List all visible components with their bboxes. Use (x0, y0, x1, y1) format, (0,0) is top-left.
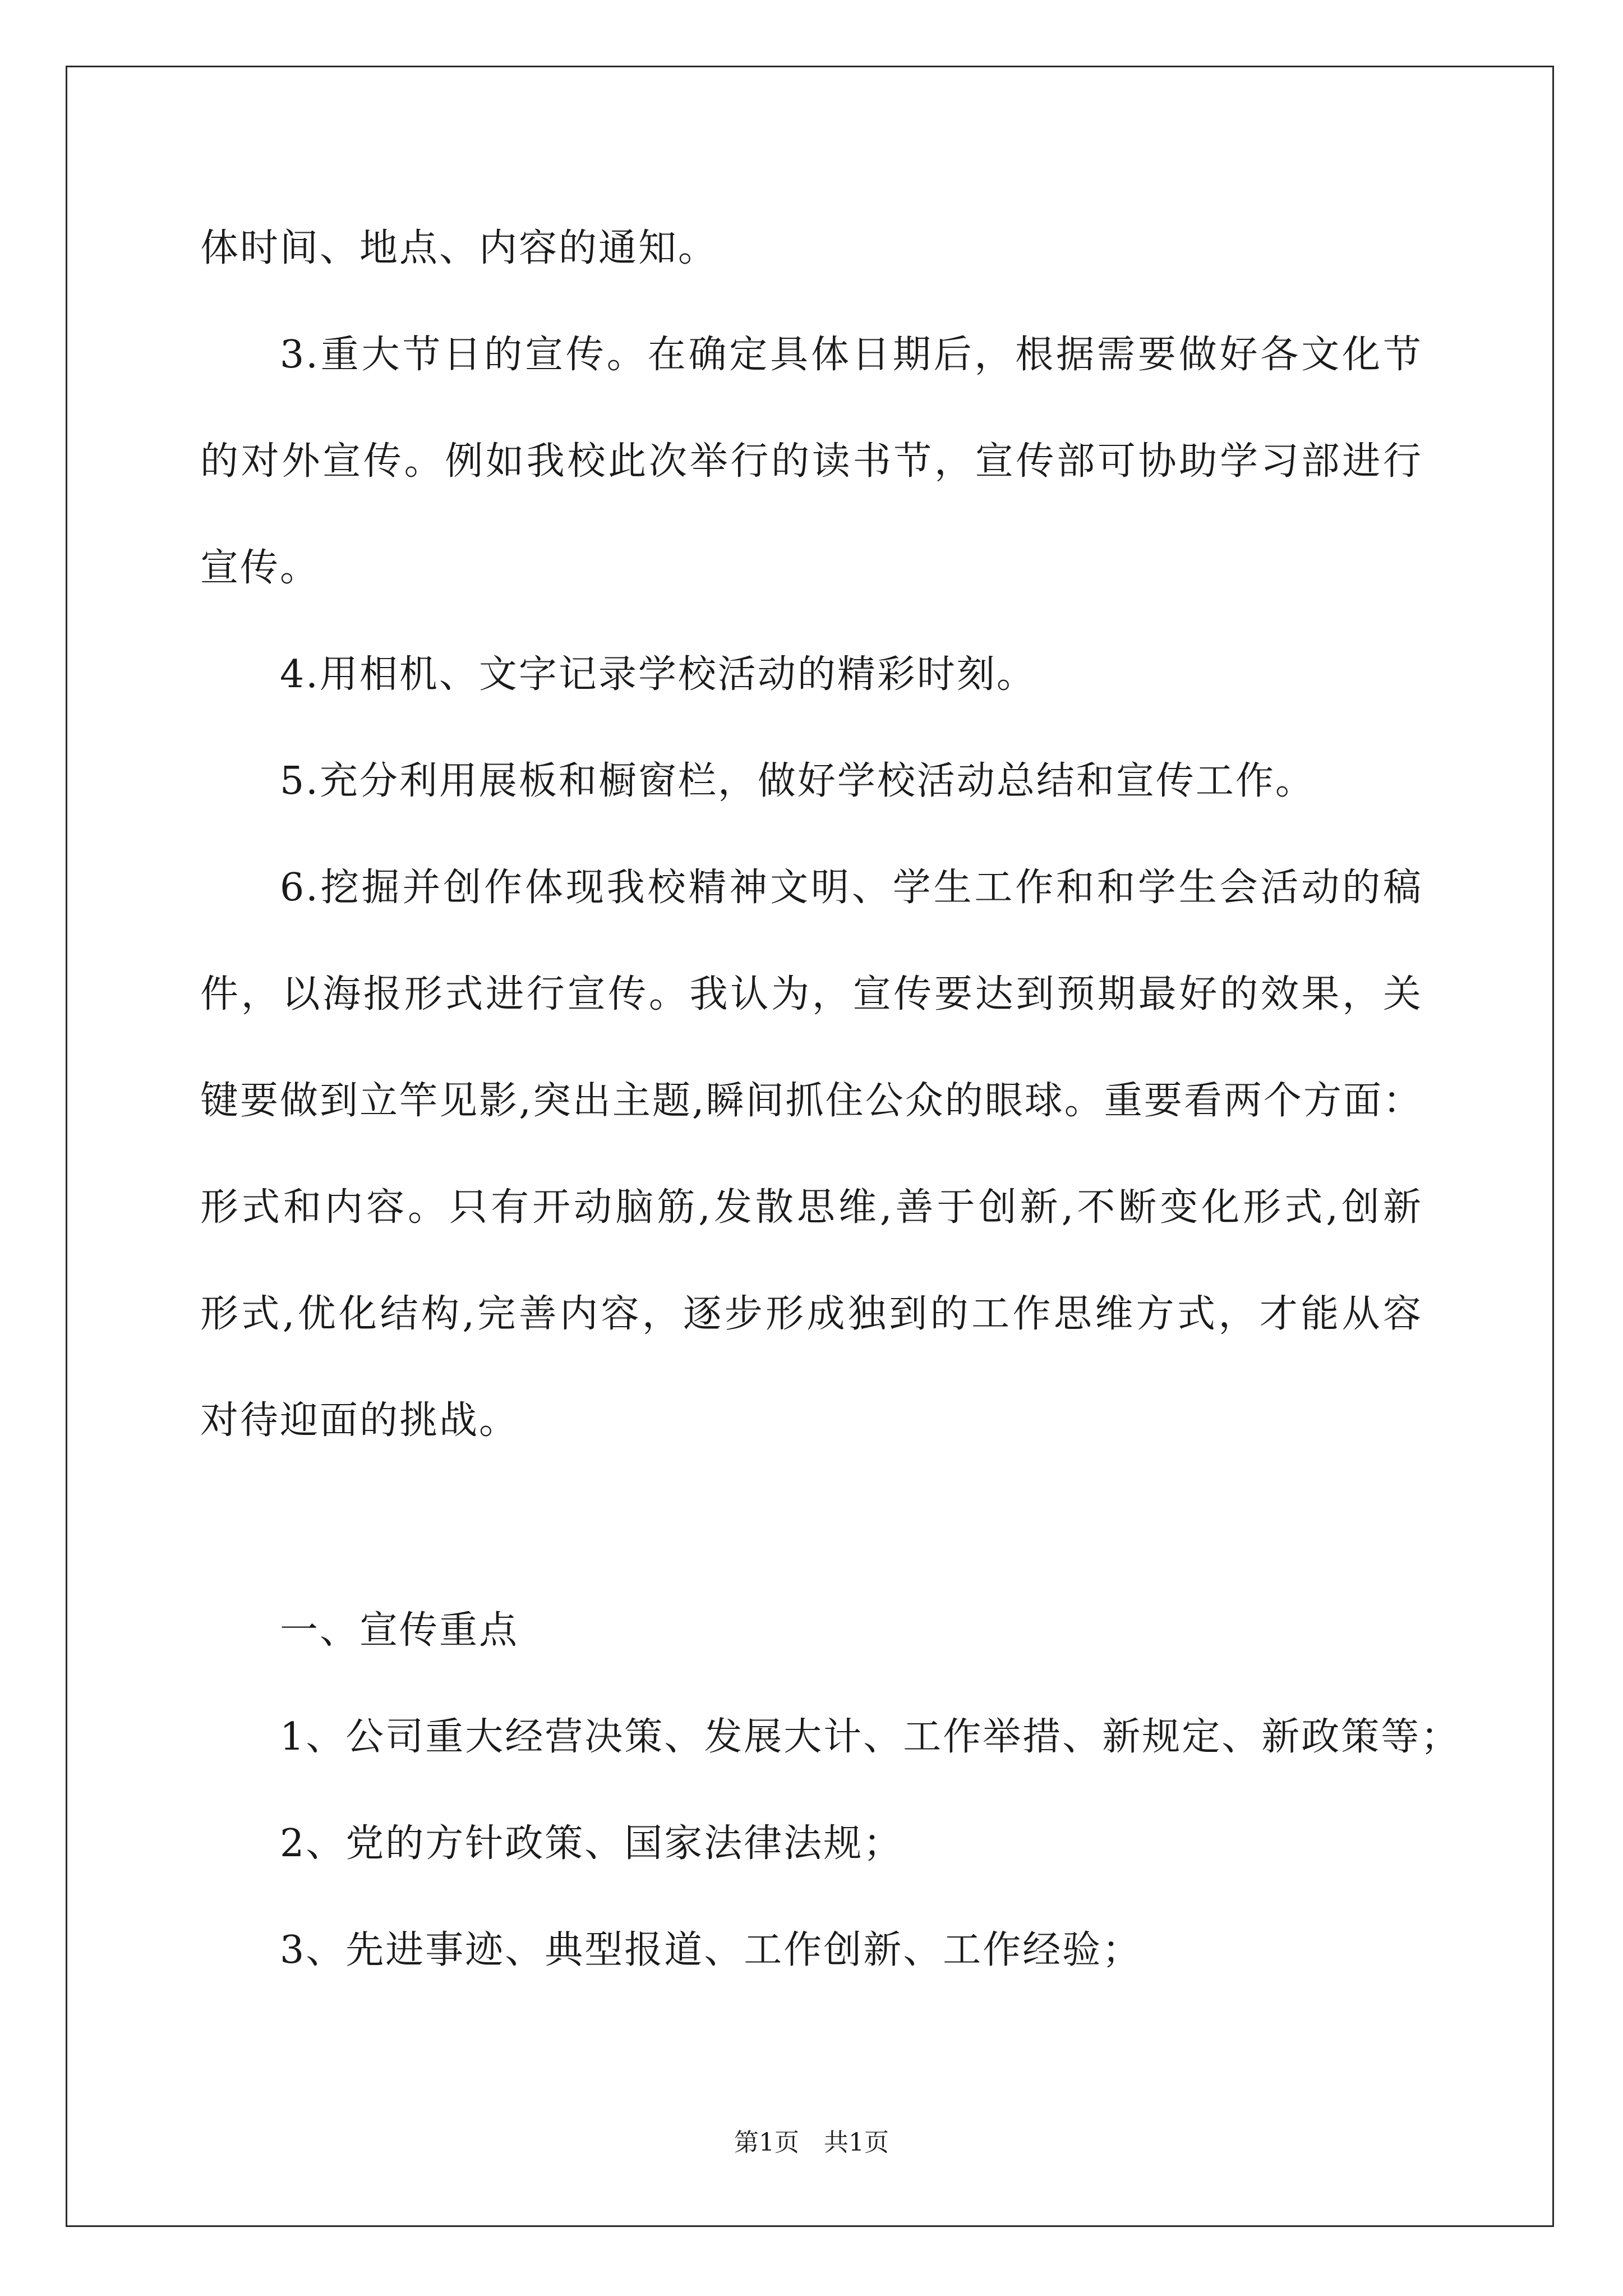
paragraph-gap (200, 1474, 1423, 1577)
body-line: 5.充分利用展板和橱窗栏，做好学校活动总结和宣传工作。 (280, 759, 1315, 803)
body-line: 的对外宣传。例如我校此次举行的读书节，宣传部可协助学习部进行 (200, 439, 1423, 484)
page-footer: 第1页 共1页 (734, 2128, 889, 2157)
body-line: 形式,优化结构,完善内容，逐步形成独到的工作思维方式，才能从容 (200, 1292, 1423, 1336)
body-line: 4.用相机、文字记录学校活动的精彩时刻。 (280, 652, 1036, 697)
body-line: 宣传。 (200, 546, 320, 590)
section-heading: 一、宣传重点 (280, 1608, 519, 1653)
list-item: 1、公司重大经营决策、发展大计、工作举措、新规定、新政策等； (280, 1715, 1461, 1759)
body-line: 件，以海报形式进行宣传。我认为，宣传要达到预期最好的效果，关 (200, 972, 1423, 1016)
body-line: 体时间、地点、内容的通知。 (200, 226, 718, 270)
body-line: 形式和内容。只有开动脑筋,发散思维,善于创新,不断变化形式,创新 (200, 1185, 1423, 1230)
list-item: 3、先进事迹、典型报道、工作创新、工作经验； (280, 1928, 1142, 1972)
list-item: 2、党的方针政策、国家法律法规； (280, 1821, 903, 1866)
body-line: 6.挖掘并创作体现我校精神文明、学生工作和和学生会活动的稿 (280, 866, 1423, 910)
body-line: 对待迎面的挑战。 (200, 1398, 519, 1443)
document-body (200, 195, 1461, 2004)
body-line: 3.重大节日的宣传。在确定具体日期后，根据需要做好各文化节 (280, 333, 1423, 377)
body-line: 键要做到立竿见影,突出主题,瞬间抓住公众的眼球。重要看两个方面： (200, 1079, 1423, 1123)
